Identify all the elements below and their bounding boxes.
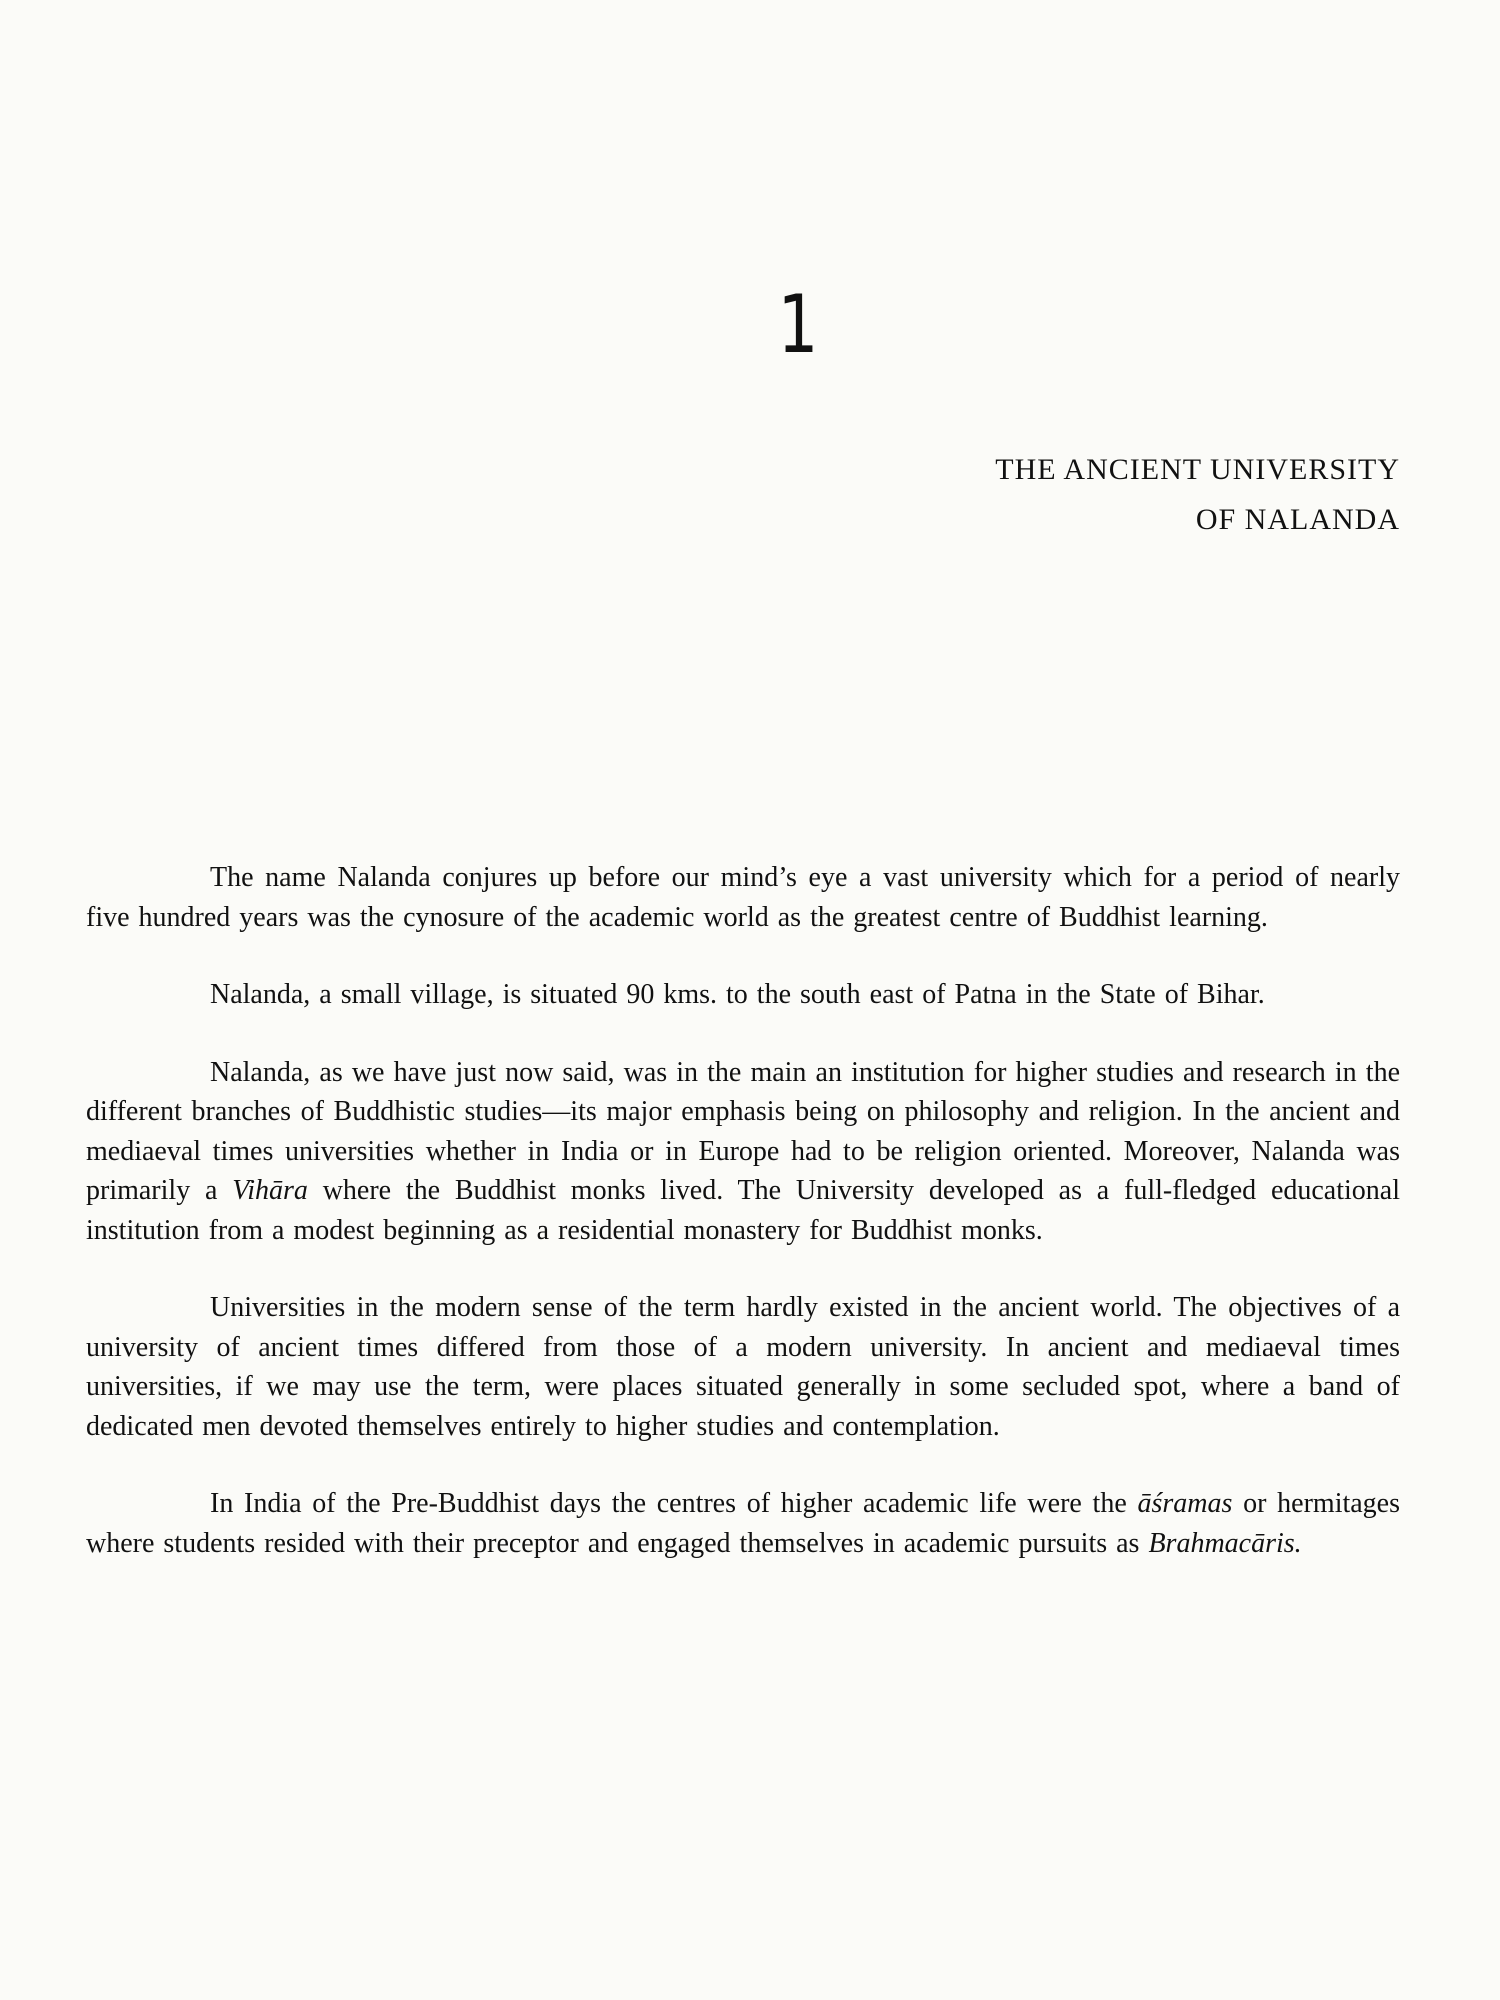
chapter-title xyxy=(600,445,1400,545)
paragraph-3 xyxy=(86,1053,1400,1251)
chapter-title-line-2: OF NALANDA xyxy=(1195,503,1400,536)
paragraph-5 xyxy=(86,1484,1400,1563)
italic-term-vihara: Vihāra xyxy=(232,1175,308,1206)
paragraph-text: Universities in the modern sense of the term hardly existed in the ancient world. The objectives of a university of ancient times differed from those of a modern university. In ancient and mediaeval times universities, if we may use the term, were places situated generally in some secluded spot, where a band of dedicated men devoted themselves entirely to higher studies and contemplation. xyxy=(86,1292,1400,1442)
paragraph-4 xyxy=(86,1288,1400,1446)
paragraph-1 xyxy=(86,858,1400,937)
italic-term-asramas: āśramas xyxy=(1137,1488,1233,1519)
paragraph-text: where the Buddhist monks lived. The University developed as a full-fledged educational institution from a modest beginning as a residential monastery for Buddhist monks. xyxy=(86,1175,1400,1246)
paragraph-text: or hermitages where students resided with their preceptor and engaged themselves in academic pursuits as xyxy=(86,1488,1401,1559)
italic-term-brahmacaris: Brahmacāris. xyxy=(1148,1527,1302,1559)
paragraph-2 xyxy=(86,975,1400,1015)
chapter-title-line-1: THE ANCIENT UNIVERSITY xyxy=(995,453,1400,486)
paragraph-text: In India of the Pre-Buddhist days the centres of higher academic life were the xyxy=(210,1488,1138,1519)
chapter-body xyxy=(86,858,1400,1601)
paragraph-text: Nalanda, as we have just now said, was in the main an institution for higher studies and research in the different branches of Buddhistic studies—its major emphasis being on philosophy and religion. In the ancient and mediaeval times universities whether in India or in Europe had to be religion oriented. Moreover, Nalanda was primarily a xyxy=(86,1056,1400,1206)
paragraph-text: Nalanda, a small village, is situated 90 kms. to the south east of Patna in the State of Bihar. xyxy=(210,979,1265,1010)
paragraph-text: The name Nalanda conjures up before our mind’s eye a vast university which for a period of nearly five hundred years was the cynosure of the academic world as the greatest centre of Buddhist learning. xyxy=(86,862,1400,933)
chapter-number: 1 xyxy=(777,278,819,371)
